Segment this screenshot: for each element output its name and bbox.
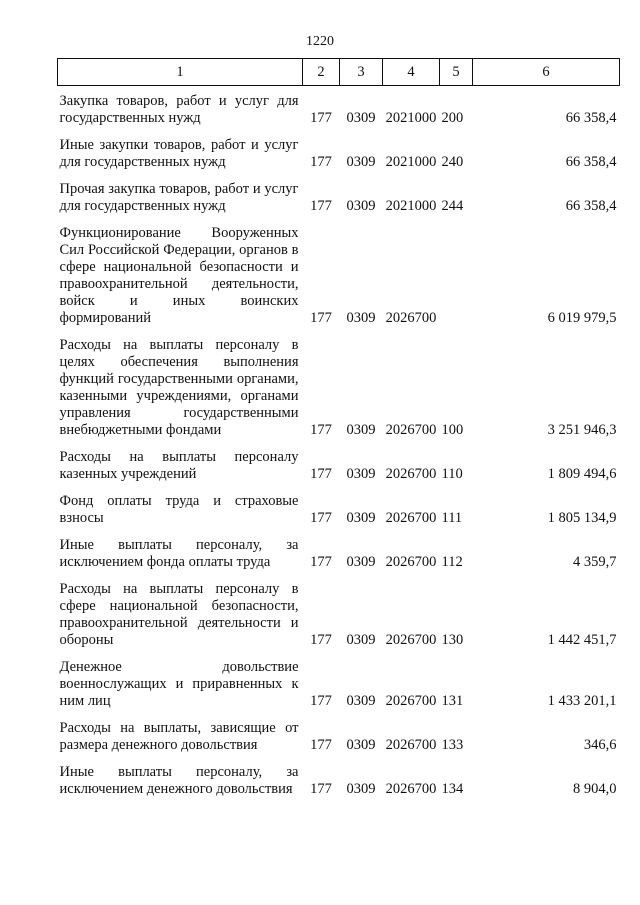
row-name: Прочая закупка товаров, работ и услуг для государственных нужд [59, 181, 299, 214]
page-number: 1220 [306, 34, 334, 49]
row-grbs-code: 177 [310, 198, 332, 214]
table-row [58, 442, 620, 486]
row-section-code: 0309 [346, 510, 376, 526]
row-name: Расходы на выплаты персоналу в целях обеспечения выполнения функций государственными органами, казенными учреждениями, органами управления государственными внебюджетными фондами [59, 337, 299, 438]
row-amount: 8 904,0 [573, 781, 617, 797]
row-grbs-code: 177 [310, 632, 332, 648]
row-grbs-code: 177 [310, 781, 332, 797]
table-row [58, 218, 620, 330]
row-name: Расходы на выплаты персоналу казенных учреждений [59, 449, 299, 482]
row-target-article: 2026700 [385, 554, 437, 570]
row-amount: 4 359,7 [573, 554, 617, 570]
header-col-1: 1 [58, 59, 303, 86]
row-expense-type: 112 [441, 554, 463, 570]
row-name: Фонд оплаты труда и страховые взносы [59, 493, 299, 526]
header-row [58, 59, 620, 86]
row-expense-type: 110 [441, 466, 463, 482]
row-amount: 66 358,4 [565, 110, 617, 126]
row-amount: 1 442 451,7 [547, 632, 617, 648]
row-expense-type: 131 [441, 693, 464, 709]
row-name: Расходы на выплаты персоналу в сфере национальной безопасности, правоохранительной деятельности и обороны [59, 581, 299, 648]
table-row [58, 530, 620, 574]
row-grbs-code: 177 [310, 310, 332, 326]
budget-table [57, 58, 620, 801]
row-section-code: 0309 [346, 632, 376, 648]
row-target-article: 2026700 [385, 737, 437, 753]
row-expense-type [440, 218, 473, 330]
table-body [58, 86, 620, 802]
row-expense-type: 240 [441, 154, 464, 170]
table-row [58, 130, 620, 174]
row-amount: 1 433 201,1 [547, 693, 617, 709]
row-grbs-code: 177 [310, 510, 332, 526]
table-row [58, 174, 620, 218]
row-grbs-code: 177 [310, 110, 332, 126]
row-name: Расходы на выплаты, зависящие от размера денежного довольствия [59, 720, 299, 753]
row-name: Иные закупки товаров, работ и услуг для государственных нужд [59, 137, 299, 170]
row-expense-type: 130 [441, 632, 464, 648]
row-expense-type: 100 [441, 422, 464, 438]
table-row [58, 713, 620, 757]
table-row [58, 330, 620, 442]
row-name: Денежное довольствие военнослужащих и приравненных к ним лиц [59, 659, 299, 709]
row-expense-type: 111 [441, 510, 463, 526]
table-row [58, 757, 620, 801]
row-amount: 1 809 494,6 [547, 466, 617, 482]
header-col-3: 3 [340, 59, 383, 86]
row-target-article: 2021000 [385, 198, 437, 214]
row-section-code: 0309 [346, 110, 376, 126]
row-section-code: 0309 [346, 154, 376, 170]
row-section-code: 0309 [346, 781, 376, 797]
row-grbs-code: 177 [310, 154, 332, 170]
row-amount: 1 805 134,9 [547, 510, 617, 526]
table-row [58, 86, 620, 131]
row-amount: 6 019 979,5 [547, 310, 617, 326]
row-target-article: 2026700 [385, 466, 437, 482]
row-target-article: 2021000 [385, 110, 437, 126]
row-grbs-code: 177 [310, 693, 332, 709]
header-col-2: 2 [303, 59, 340, 86]
row-section-code: 0309 [346, 422, 376, 438]
row-target-article: 2026700 [385, 310, 437, 326]
row-grbs-code: 177 [310, 554, 332, 570]
row-grbs-code: 177 [310, 737, 332, 753]
header-col-6: 6 [473, 59, 620, 86]
row-section-code: 0309 [346, 466, 376, 482]
row-target-article: 2021000 [385, 154, 437, 170]
row-target-article: 2026700 [385, 781, 437, 797]
row-section-code: 0309 [346, 198, 376, 214]
row-target-article: 2026700 [385, 422, 437, 438]
row-name: Функционирование Вооруженных Сил Российской Федерации, органов в сфере национальной безопасности и правоохранительной деятельности, войск и иных воинских формирований [59, 225, 299, 326]
row-amount: 3 251 946,3 [547, 422, 617, 438]
row-section-code: 0309 [346, 737, 376, 753]
row-grbs-code: 177 [310, 422, 332, 438]
row-section-code: 0309 [346, 310, 376, 326]
row-name: Закупка товаров, работ и услуг для государственных нужд [59, 93, 299, 126]
row-name: Иные выплаты персоналу, за исключением денежного довольствия [59, 764, 299, 797]
row-section-code: 0309 [346, 554, 376, 570]
row-amount: 346,6 [583, 737, 617, 753]
row-amount: 66 358,4 [565, 154, 617, 170]
header-col-4: 4 [383, 59, 440, 86]
row-section-code: 0309 [346, 693, 376, 709]
table-row [58, 574, 620, 652]
row-amount: 66 358,4 [565, 198, 617, 214]
row-expense-type: 200 [441, 110, 464, 126]
row-grbs-code: 177 [310, 466, 332, 482]
row-expense-type: 244 [441, 198, 464, 214]
row-name: Иные выплаты персоналу, за исключением фонда оплаты труда [59, 537, 299, 570]
row-expense-type: 134 [441, 781, 464, 797]
row-target-article: 2026700 [385, 510, 437, 526]
row-expense-type: 133 [441, 737, 464, 753]
table-row [58, 486, 620, 530]
row-target-article: 2026700 [385, 632, 437, 648]
table-row [58, 652, 620, 713]
header-col-5: 5 [440, 59, 473, 86]
row-target-article: 2026700 [385, 693, 437, 709]
